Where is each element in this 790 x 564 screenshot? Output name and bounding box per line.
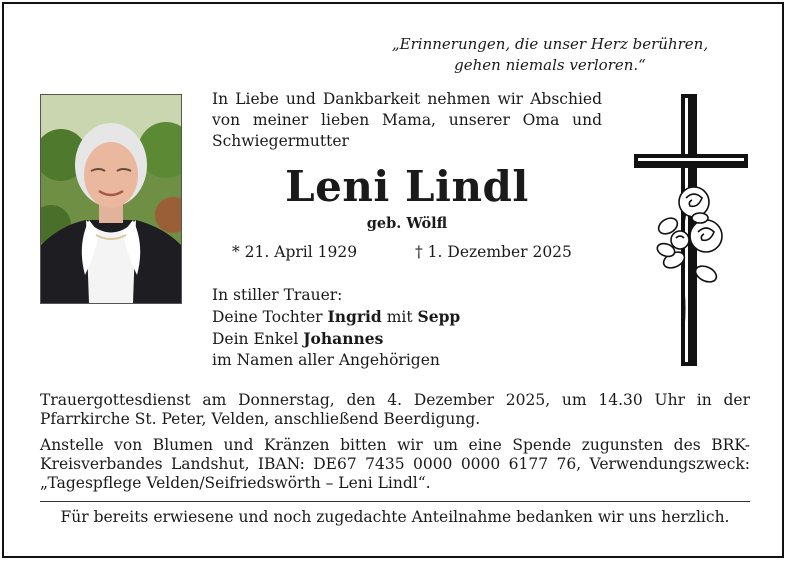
mourner-relation: Deine Tochter bbox=[212, 308, 328, 326]
portrait-image bbox=[41, 95, 181, 303]
mourner-line-grandson bbox=[212, 328, 602, 350]
mourner-name-johannes: Johannes bbox=[303, 329, 384, 348]
cross-with-roses-icon bbox=[632, 92, 752, 368]
death-date: † 1. Dezember 2025 bbox=[415, 243, 572, 261]
mourner-relation: Dein Enkel bbox=[212, 330, 304, 348]
mourners-block bbox=[212, 285, 602, 371]
birth-name: geb. Wölfl bbox=[366, 215, 448, 232]
mourner-line-relatives: im Namen aller Angehörigen bbox=[212, 351, 440, 369]
motto-line-1: „Erinnerungen, die unser Herz berühren, bbox=[391, 35, 709, 53]
deceased-name: Leni Lindl bbox=[285, 162, 529, 211]
motto-quote bbox=[350, 34, 750, 76]
divider-line bbox=[40, 501, 750, 502]
birth-date: * 21. April 1929 bbox=[232, 243, 358, 261]
motto-line-2: gehen niemals verloren.“ bbox=[454, 56, 646, 74]
thanks-text: Für bereits erwiesene und noch zugedachte Anteilnahme bedanken wir uns herzlich. bbox=[60, 508, 730, 526]
mourner-connector: mit bbox=[381, 308, 418, 326]
mourner-name-ingrid: Ingrid bbox=[327, 307, 382, 326]
intro-text: In Liebe und Dankbarkeit nehmen wir Abschied von meiner lieben Mama, unserer Oma und Schwiegermutter bbox=[212, 90, 602, 150]
mourner-name-sepp: Sepp bbox=[417, 307, 461, 326]
mourners-heading: In stiller Trauer: bbox=[212, 286, 343, 304]
mourner-line-daughter bbox=[212, 306, 602, 328]
service-info: Trauergottesdienst am Donnerstag, den 4. Dezember 2025, um 14.30 Uhr in der Pfarrkirche St. Peter, Velden, anschließend Beerdigung. bbox=[40, 391, 750, 428]
donation-info: Anstelle von Blumen und Kränzen bitten wir um eine Spende zugunsten des BRK-Kreisverbandes Landshut, IBAN: DE67 7435 0000 0000 6177 76, Verwendungszweck: „Tagespflege Velden/Seifriedswörth – Leni Lindl“. bbox=[40, 436, 750, 492]
portrait-photo bbox=[40, 94, 182, 304]
